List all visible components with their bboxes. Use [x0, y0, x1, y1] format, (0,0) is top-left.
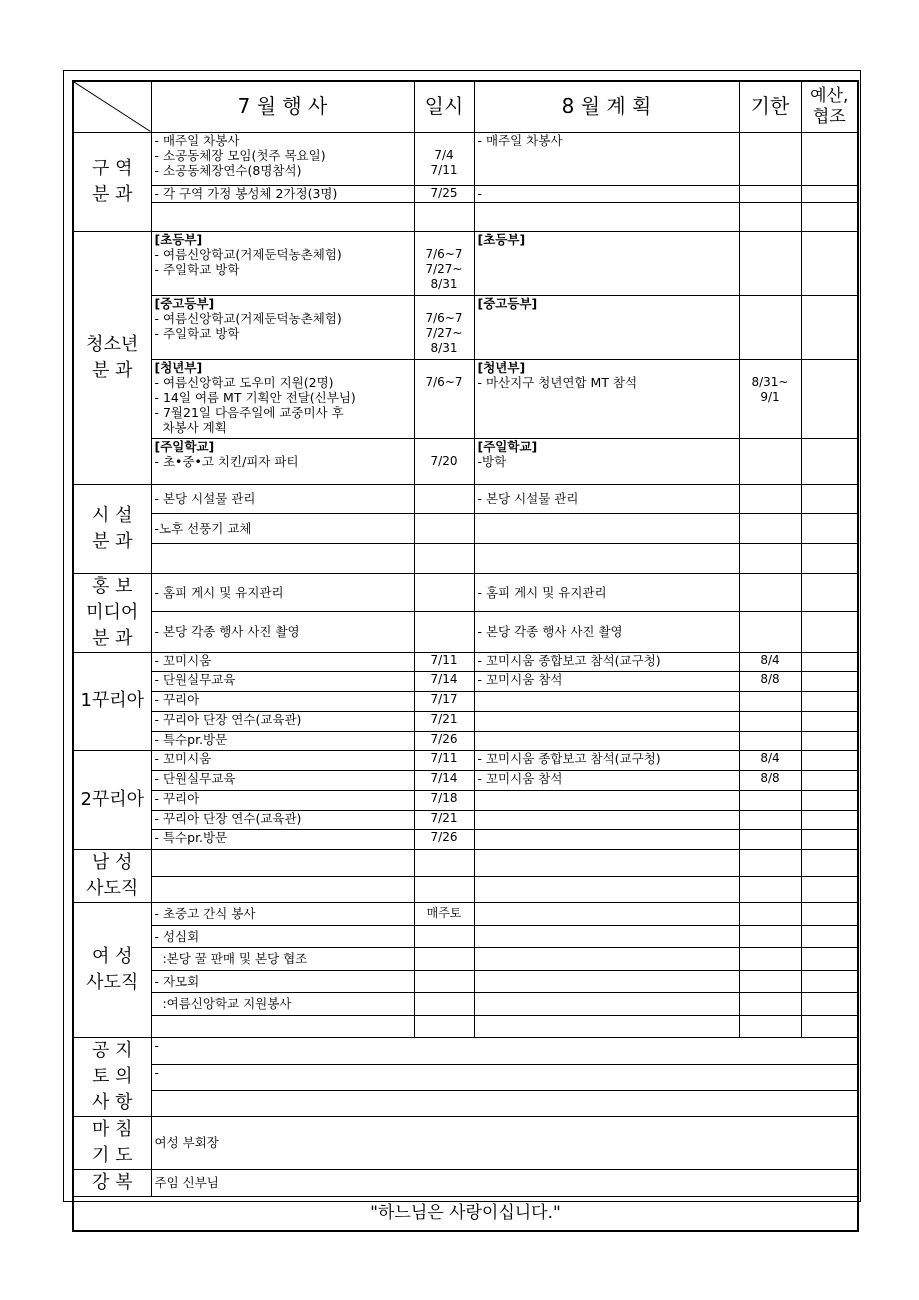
women-row: - 자모회 [73, 970, 858, 992]
notice-row [73, 1090, 858, 1116]
motto-text: "하느님은 사랑이십니다." [73, 1196, 858, 1231]
header-august-plan: 8 월 계 획 [474, 81, 739, 132]
notice-section-label: 공 지 토 의 사 항 [73, 1037, 151, 1116]
district-july-cell: - 매주일 차봉사 - 소공동체장 모임(첫주 목요일) - 소공동체장연수(8명참석) [151, 132, 414, 185]
women-row: 여 성 사도직 - 초중고 간식 봉사 매주토 [73, 902, 858, 925]
district-aug-cell: - 매주일 차봉사 [474, 132, 739, 185]
youth-young-adult-row: [청년부] - 여름신앙학교 도우미 지원(2명) - 14일 여름 MT 기획안 전달(신부님) - 7월21일 다음주일에 교중미사 후 차봉사 계획 7/6~7 [청년부] - 마산지구 청년연합 MT 참석 8/31~ 9/1 [73, 359, 858, 438]
youth-elementary-row: 청소년 분 과 [초등부] - 여름신앙학교(거제둔덕농촌체험) - 주일학교 방학 7/6~7 7/27~ 8/31 [초등부] [73, 231, 858, 295]
district-row: - 각 구역 가정 봉성체 2가정(3명) 7/25 - [73, 185, 858, 202]
facility-row: 시 설 분 과 - 본당 시설물 관리 - 본당 시설물 관리 [73, 484, 858, 513]
motto-row [73, 1196, 858, 1231]
women-row: - 성심회 [73, 925, 858, 947]
header-row [73, 81, 858, 132]
curia1-row: - 꾸리아 단장 연수(교육관) 7/21 [73, 711, 858, 731]
curia2-row: 2꾸리아 - 꼬미시움 7/11 - 꼬미시움 종합보고 참석(교구청) 8/4 [73, 750, 858, 770]
district-date-cell: 7/4 7/11 [414, 132, 474, 185]
header-deadline: 기한 [739, 81, 801, 132]
facility-row: -노후 선풍기 교체 [73, 513, 858, 543]
men-row [73, 849, 858, 876]
women-row: :여름신앙학교 지원봉사 [73, 992, 858, 1015]
curia1-row: - 꾸리아 7/17 [73, 691, 858, 711]
curia1-row: 1꾸리아 - 꼬미시움 7/11 - 꼬미시움 종합보고 참석(교구청) 8/4 [73, 652, 858, 671]
curia2-section-label: 2꾸리아 [73, 750, 151, 849]
youth-section-label: 청소년 분 과 [73, 231, 151, 484]
district-row [73, 132, 858, 185]
closing-prayer-label: 마 침 기 도 [73, 1116, 151, 1169]
district-row [73, 202, 858, 231]
women-row [73, 1015, 858, 1037]
blessing-row [73, 1169, 858, 1196]
curia1-row: - 특수pr.방문 7/26 [73, 731, 858, 750]
notice-row: - [73, 1064, 858, 1090]
curia1-row: - 단원실무교육 7/14 - 꼬미시움 참석 8/8 [73, 671, 858, 691]
media-section-label: 홍 보 미디어 분 과 [73, 573, 151, 652]
facility-row [73, 543, 858, 573]
blessing-value: 주임 신부님 [151, 1169, 858, 1196]
media-row: - 본당 각종 행사 사진 촬영 - 본당 각종 행사 사진 촬영 [73, 612, 858, 652]
curia2-row: - 특수pr.방문 7/26 [73, 829, 858, 849]
media-row: 홍 보 미디어 분 과 - 홈피 게시 및 유지관리 - 홈피 게시 및 유지관리 [73, 573, 858, 612]
header-budget: 예산, 협조 [801, 81, 858, 132]
women-section-label: 여 성 사도직 [73, 902, 151, 1037]
men-section-label: 남 성 사도직 [73, 849, 151, 902]
men-row [73, 876, 858, 902]
header-diagonal-cell [73, 81, 151, 132]
header-july-events: 7 월 행 사 [151, 81, 414, 132]
women-row: :본당 꿀 판매 및 본당 협조 [73, 947, 858, 970]
closing-prayer-row [73, 1116, 858, 1169]
blessing-label: 강 복 [73, 1169, 151, 1196]
facility-section-label: 시 설 분 과 [73, 484, 151, 573]
notice-row: 공 지 토 의 사 항 - [73, 1037, 858, 1064]
curia2-row: - 꾸리아 단장 연수(교육관) 7/21 [73, 810, 858, 829]
curia1-section-label: 1꾸리아 [73, 652, 151, 750]
youth-middle-high-row: [중고등부] - 여름신앙학교(거제둔덕농촌체험) - 주일학교 방학 7/6~7 7/27~ 8/31 [중고등부] [73, 295, 858, 359]
youth-sunday-school-row: [주일학교] - 초•중•고 치킨/피자 파티 7/20 [주일학교] -방학 [73, 438, 858, 484]
district-section-label: 구 역 분 과 [73, 132, 151, 231]
curia2-row: - 꾸리아 7/18 [73, 790, 858, 810]
curia2-row: - 단원실무교육 7/14 - 꼬미시움 참석 8/8 [73, 770, 858, 790]
closing-prayer-value: 여성 부회장 [151, 1116, 858, 1169]
monthly-report-table [72, 80, 859, 1232]
header-date: 일시 [414, 81, 474, 132]
